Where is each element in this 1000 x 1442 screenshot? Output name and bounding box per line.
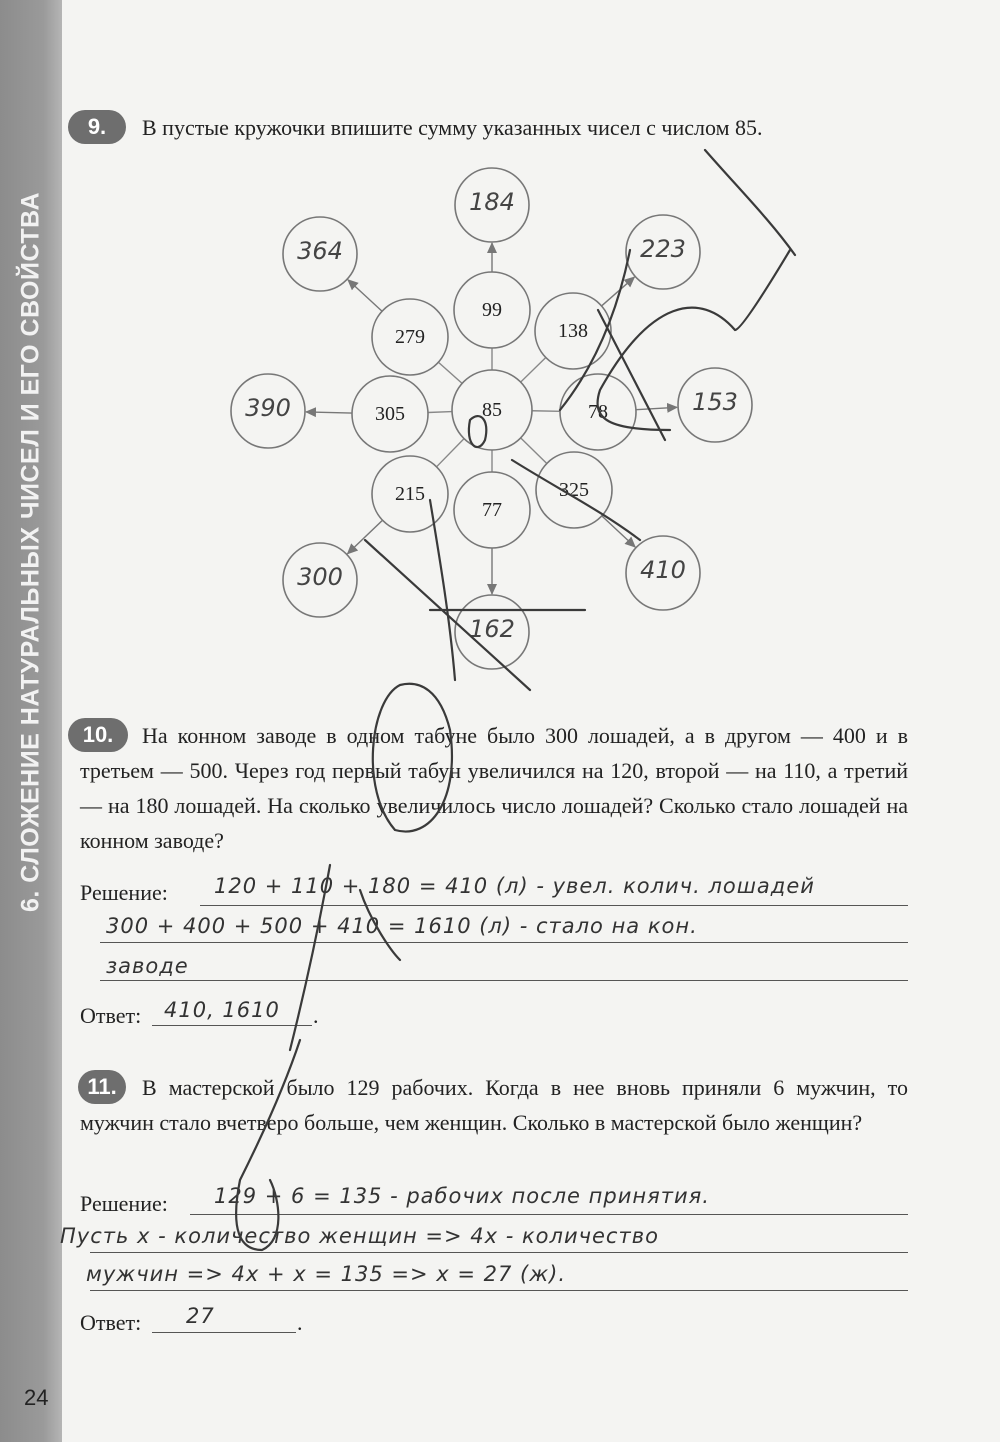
spoke-line — [438, 362, 462, 383]
center-number: 85 — [482, 399, 502, 421]
task-11-answer-label: Ответ: — [80, 1310, 142, 1335]
spoke-line — [521, 438, 547, 464]
task-11-answer-line — [152, 1332, 296, 1333]
inner-number: 78 — [588, 401, 608, 423]
sum-arrow — [348, 280, 382, 311]
sum-arrow — [602, 516, 635, 547]
spoke-line — [428, 412, 452, 413]
page-number: 24 — [24, 1385, 49, 1410]
outer-sum: 162 — [469, 615, 515, 643]
outer-sum: 390 — [245, 394, 291, 422]
inner-number: 215 — [395, 483, 425, 505]
outer-sum: 223 — [640, 235, 686, 263]
spoke-line — [437, 439, 465, 467]
task-11-line-2 — [90, 1252, 908, 1253]
task-11-line-1 — [190, 1214, 908, 1215]
task-10-answer-dot: . — [313, 1003, 319, 1028]
task-9-number: 9. — [87, 114, 107, 139]
spoke-line — [521, 358, 546, 383]
task-11-solution-line-1: 129 + 6 = 135 - рабочих после принятия. — [214, 1184, 710, 1208]
outer-sum: 364 — [297, 237, 343, 265]
task-9-text: В пустые кружочки впишите сумму указанных чисел с числом 85. — [142, 115, 763, 140]
sum-arrow — [636, 407, 677, 409]
task-11-solution-line-3: мужчин => 4x + x = 135 => x = 27 (ж). — [86, 1262, 566, 1286]
spoke-line — [532, 411, 560, 412]
task-10-answer-label: Ответ: — [80, 1003, 142, 1028]
inner-number: 279 — [395, 326, 425, 348]
sum-arrow — [347, 520, 382, 553]
inner-number: 77 — [482, 499, 502, 521]
task-10-solution-line-2: 300 + 400 + 500 + 410 = 1610 (л) - стало на кон. — [106, 914, 698, 938]
task-11-text: В мастерской было 129 рабочих. Когда в нее вновь приняли 6 мужчин, то мужчин стало вчетверо больше, чем женщин. Сколько в мастерской было женщин? — [80, 1075, 908, 1135]
task-11-answer: 27 — [186, 1304, 215, 1328]
task-10-text: На конном заводе в одном табуне было 300 лошадей, а в другом — 400 и в третьем — 500. Через год первый табун увеличился на 120, второй — на 110, а третий — на 180 лошадей. На сколько увеличилось число лошадей? Сколько стало лошадей на конном заводе? — [80, 723, 908, 853]
task-10-answer: 410, 1610 — [164, 998, 280, 1022]
task-11-line-3 — [90, 1290, 908, 1291]
outer-sum: 410 — [640, 556, 686, 584]
sum-arrow — [306, 412, 352, 413]
inner-number: 305 — [375, 403, 405, 425]
task-10-line-1 — [200, 905, 908, 906]
chapter-title: 6. СЛОЖЕНИЕ НАТУРАЛЬНЫХ ЧИСЕЛ И ЕГО СВОЙСТВА — [16, 191, 45, 913]
task-11-answer-dot: . — [297, 1310, 303, 1335]
task-10-solution-line-1: 120 + 110 + 180 = 410 (л) - увел. колич. лошадей — [214, 874, 815, 898]
inner-number: 325 — [559, 479, 589, 501]
outer-sum: 153 — [692, 388, 738, 416]
task-10-solution-label: Решение: — [80, 880, 168, 905]
task-10-solution-line-3: заводе — [106, 954, 189, 978]
outer-sum: 300 — [297, 563, 343, 591]
inner-number: 138 — [558, 320, 588, 342]
task-11-number: 11. — [87, 1074, 117, 1099]
task-11-solution-label: Решение: — [80, 1191, 168, 1216]
task-10-number: 10. — [82, 722, 114, 747]
task-10-line-3 — [100, 980, 908, 981]
task-10-answer-line — [152, 1025, 312, 1026]
outer-sum: 184 — [469, 188, 515, 216]
task-11-solution-line-2: Пусть x - количество женщин => 4x - количество — [60, 1224, 659, 1248]
sum-arrow — [602, 277, 635, 306]
task-10-line-2 — [100, 942, 908, 943]
inner-number: 99 — [482, 299, 502, 321]
